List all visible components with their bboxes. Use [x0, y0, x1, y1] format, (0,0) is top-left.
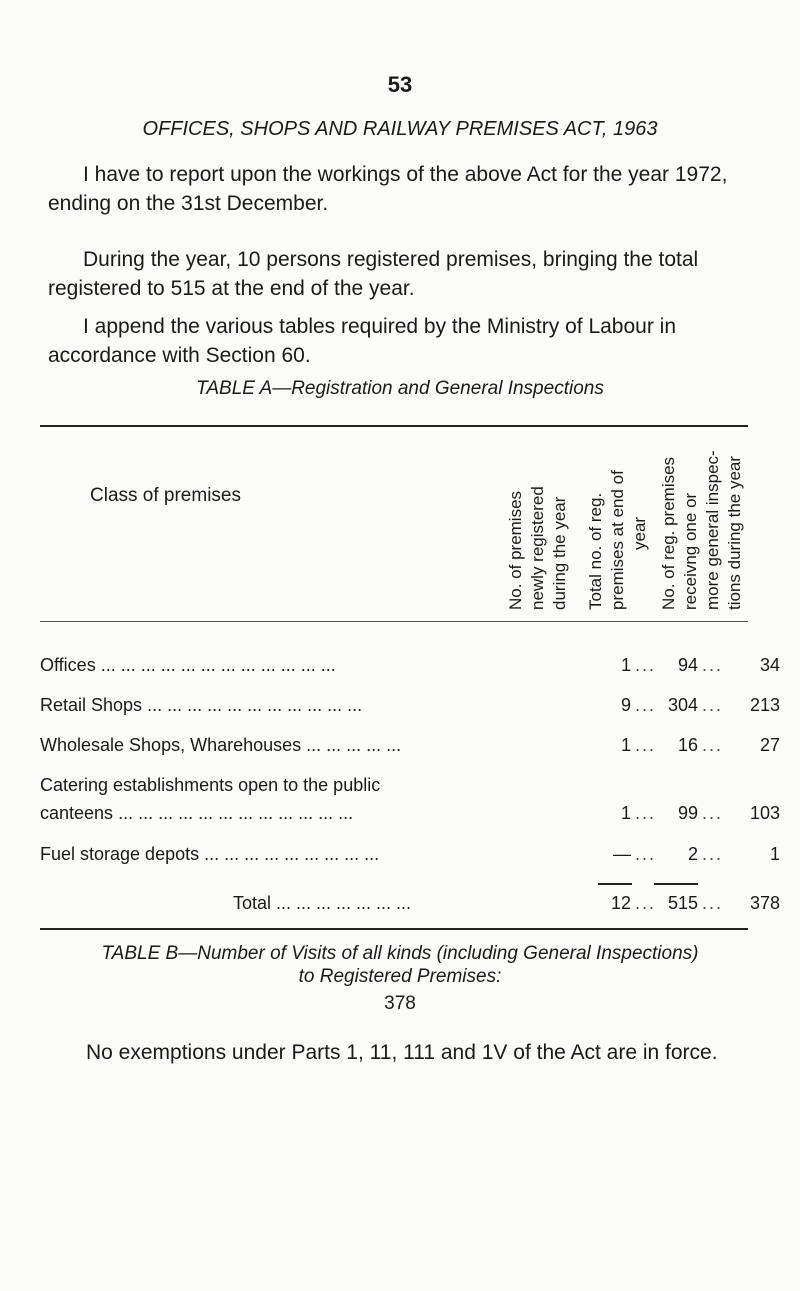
separator-dots: ...: [635, 803, 657, 823]
column-header-inspected: [658, 450, 746, 610]
header-line: newly registered: [528, 486, 547, 610]
header-line: during the year: [550, 496, 569, 610]
row-label-continued: canteens ... ... ... ... ... ... ... ... ... ... ... ...: [40, 803, 354, 823]
column-header-newly-registered: [505, 486, 571, 610]
cell-inspected: 1: [769, 844, 780, 864]
row-label: Fuel storage depots ... ... ... ... ... ... ... ... ...: [40, 844, 380, 864]
separator-dots: ...: [635, 695, 657, 715]
separator-dots: ...: [702, 893, 724, 913]
cell-inspected: 34: [759, 655, 780, 675]
cell-total-registered: 304: [667, 695, 698, 715]
separator-dots: ...: [635, 844, 657, 864]
table-row: [40, 775, 780, 835]
sum-rule: [598, 883, 632, 885]
column-header-total-registered: [585, 470, 651, 610]
cell-inspected: 213: [749, 695, 780, 715]
sum-rule: [654, 883, 698, 885]
separator-dots: ...: [635, 655, 657, 675]
header-line: premises at end of: [608, 470, 627, 610]
table-row: [40, 655, 780, 685]
cell-inspected: 103: [749, 803, 780, 823]
table-top-rule: [40, 425, 748, 427]
table-row: [40, 844, 780, 874]
cell-total-registered: 16: [677, 735, 698, 755]
row-label: Offices ... ... ... ... ... ... ... ... ... ... ... ...: [40, 655, 336, 675]
cell-newly-registered: 1: [620, 803, 631, 823]
page-heading: OFFICES, SHOPS AND RAILWAY PREMISES ACT, 1963: [142, 118, 658, 140]
header-line: No. of premises: [506, 490, 525, 610]
paragraph-append-tables: I append the various tables required by the Ministry of Labour in accordance with Section 60.: [48, 315, 677, 367]
separator-dots: ...: [702, 844, 724, 864]
header-line: Total no. of reg.: [586, 492, 605, 610]
row-label: Retail Shops ... ... ... ... ... ... ... ... ... ... ...: [40, 695, 363, 715]
table-total-row: [40, 893, 780, 923]
total-newly-registered: 12: [610, 893, 631, 913]
separator-dots: ...: [702, 803, 724, 823]
row-label: Catering establishments open to the public: [40, 775, 381, 795]
separator-dots: ...: [702, 695, 724, 715]
paragraph-registrations: During the year, 10 persons registered premises, bringing the total registered to 515 at the end of the year.: [48, 248, 699, 300]
table-b-title-line: TABLE B—Number of Visits of all kinds (including General Inspections): [101, 943, 699, 964]
header-line: receivng one or: [681, 492, 700, 610]
header-line: tions during the year: [725, 455, 744, 610]
table-b-value: 378: [384, 993, 416, 1014]
table-bottom-rule: [40, 928, 748, 930]
separator-dots: ...: [702, 735, 724, 755]
table-b-title: [0, 942, 800, 988]
table-b-title-line: to Registered Premises:: [298, 966, 502, 987]
table-a-title: TABLE A—Registration and General Inspections: [196, 378, 604, 399]
cell-newly-registered: 9: [620, 695, 631, 715]
table-row: [40, 695, 780, 725]
total-inspected: 378: [749, 893, 780, 913]
total-registered: 515: [667, 893, 698, 913]
header-line: No. of reg. premises: [659, 456, 678, 610]
table-row: [40, 735, 780, 765]
total-label: Total ... ... ... ... ... ... ...: [233, 893, 412, 913]
page-number: 53: [387, 72, 413, 97]
header-line: year: [630, 516, 649, 550]
cell-inspected: 27: [759, 735, 780, 755]
cell-total-registered: 94: [677, 655, 698, 675]
header-line: more general inspec-: [703, 450, 722, 610]
header-divider: [40, 621, 748, 622]
cell-total-registered: 2: [687, 844, 698, 864]
paragraph-exemptions: No exemptions under Parts 1, 11, 111 and 1V of the Act are in force.: [86, 1041, 718, 1064]
separator-dots: ...: [702, 655, 724, 675]
row-label: Wholesale Shops, Wharehouses ... ... ... ... ...: [40, 735, 402, 755]
paragraph-report: I have to report upon the workings of the above Act for the year 1972, ending on the 31st December.: [48, 163, 728, 215]
cell-newly-registered: —: [613, 844, 631, 864]
cell-newly-registered: 1: [620, 735, 631, 755]
column-header-class: Class of premises: [90, 485, 241, 506]
cell-newly-registered: 1: [620, 655, 631, 675]
separator-dots: ...: [635, 735, 657, 755]
separator-dots: ...: [635, 893, 657, 913]
cell-total-registered: 99: [677, 803, 698, 823]
